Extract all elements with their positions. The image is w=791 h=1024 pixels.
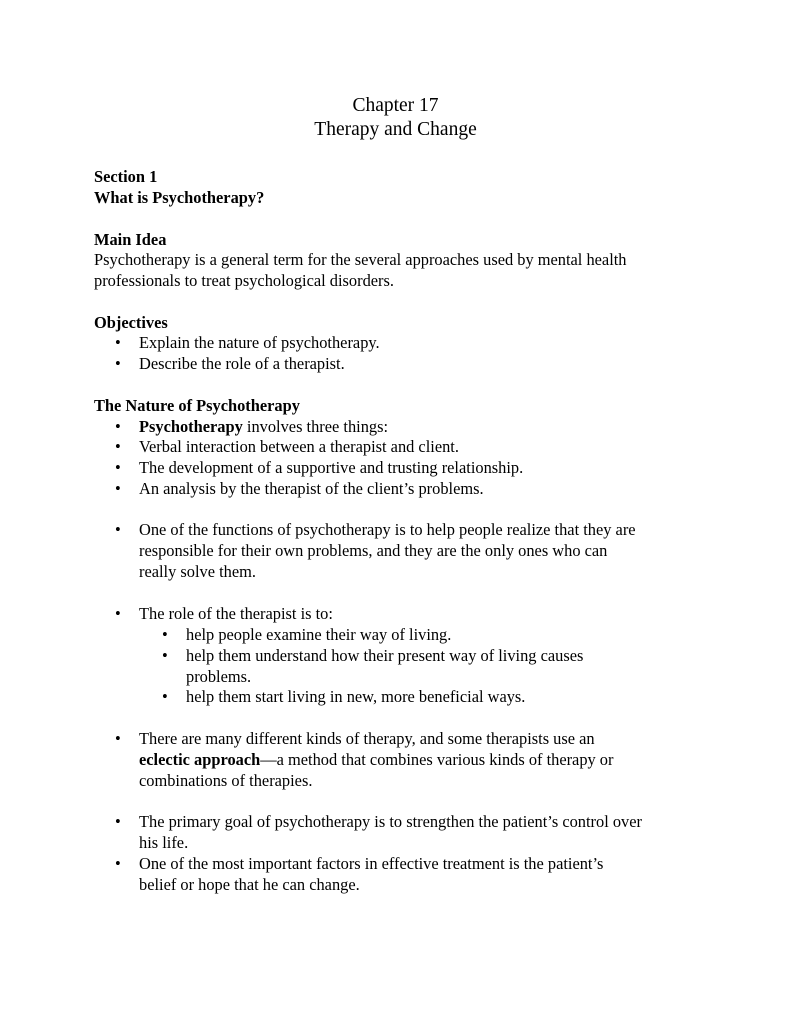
eclectic-line-2: —a method that combines various kinds of therapy or bbox=[260, 750, 614, 769]
objective-text: Explain the nature of psychotherapy. bbox=[139, 333, 380, 352]
factor-line-2: belief or hope that he can change. bbox=[139, 875, 360, 894]
bullet-icon: • bbox=[162, 646, 168, 665]
main-idea-line-2: professionals to treat psychological disorders. bbox=[94, 271, 394, 290]
bullet-icon: • bbox=[115, 333, 121, 352]
bullet-icon: • bbox=[115, 417, 121, 436]
bullet-icon: • bbox=[115, 729, 121, 748]
objective-text: Describe the role of a therapist. bbox=[139, 354, 345, 373]
eclectic-line-1: There are many different kinds of therapy, and some therapists use an bbox=[139, 729, 595, 748]
psychotherapy-term-rest: involves three things: bbox=[242, 417, 389, 436]
bullet-icon: • bbox=[162, 625, 168, 644]
role-subitem-text: help people examine their way of living. bbox=[186, 625, 452, 644]
bullet-icon: • bbox=[115, 458, 121, 477]
main-idea-line-1: Psychotherapy is a general term for the several approaches used by mental health bbox=[94, 250, 627, 269]
role-intro: The role of the therapist is to: bbox=[139, 604, 333, 623]
nature-bullet-text: The development of a supportive and trusting relationship. bbox=[139, 458, 524, 477]
bullet-icon: • bbox=[115, 854, 121, 873]
nature-bullet-text: Verbal interaction between a therapist and client. bbox=[139, 437, 459, 456]
chapter-number: Chapter 17 bbox=[352, 95, 439, 116]
nature-heading: The Nature of Psychotherapy bbox=[94, 396, 300, 415]
role-subitem-text: help them understand how their present way of living causes bbox=[186, 646, 584, 665]
bullet-icon: • bbox=[115, 354, 121, 373]
bullet-icon: • bbox=[115, 437, 121, 456]
bullet-icon: • bbox=[115, 812, 121, 831]
section-label: Section 1 bbox=[94, 167, 158, 186]
bullet-icon: • bbox=[115, 520, 121, 539]
chapter-title: Therapy and Change bbox=[314, 119, 477, 140]
role-subitem-text: problems. bbox=[186, 667, 252, 686]
functions-line-2: responsible for their own problems, and they are the only ones who can bbox=[139, 541, 608, 560]
main-idea-heading: Main Idea bbox=[94, 230, 167, 249]
factor-line-1: One of the most important factors in effective treatment is the patient’s bbox=[139, 854, 604, 873]
section-question: What is Psychotherapy? bbox=[94, 188, 265, 207]
bullet-icon: • bbox=[115, 604, 121, 623]
goal-line-2: his life. bbox=[139, 833, 189, 852]
eclectic-approach-term: eclectic approach bbox=[139, 750, 261, 769]
eclectic-line-3: combinations of therapies. bbox=[139, 771, 313, 790]
objectives-heading: Objectives bbox=[94, 313, 168, 332]
nature-bullet-text: An analysis by the therapist of the client’s problems. bbox=[139, 479, 484, 498]
goal-line-1: The primary goal of psychotherapy is to strengthen the patient’s control over bbox=[139, 812, 642, 831]
role-subitem-text: help them start living in new, more beneficial ways. bbox=[186, 687, 526, 706]
bullet-icon: • bbox=[115, 479, 121, 498]
functions-line-1: One of the functions of psychotherapy is to help people realize that they are bbox=[139, 520, 636, 539]
functions-line-3: really solve them. bbox=[139, 562, 256, 581]
psychotherapy-term: Psychotherapy bbox=[139, 417, 243, 436]
bullet-icon: • bbox=[162, 687, 168, 706]
